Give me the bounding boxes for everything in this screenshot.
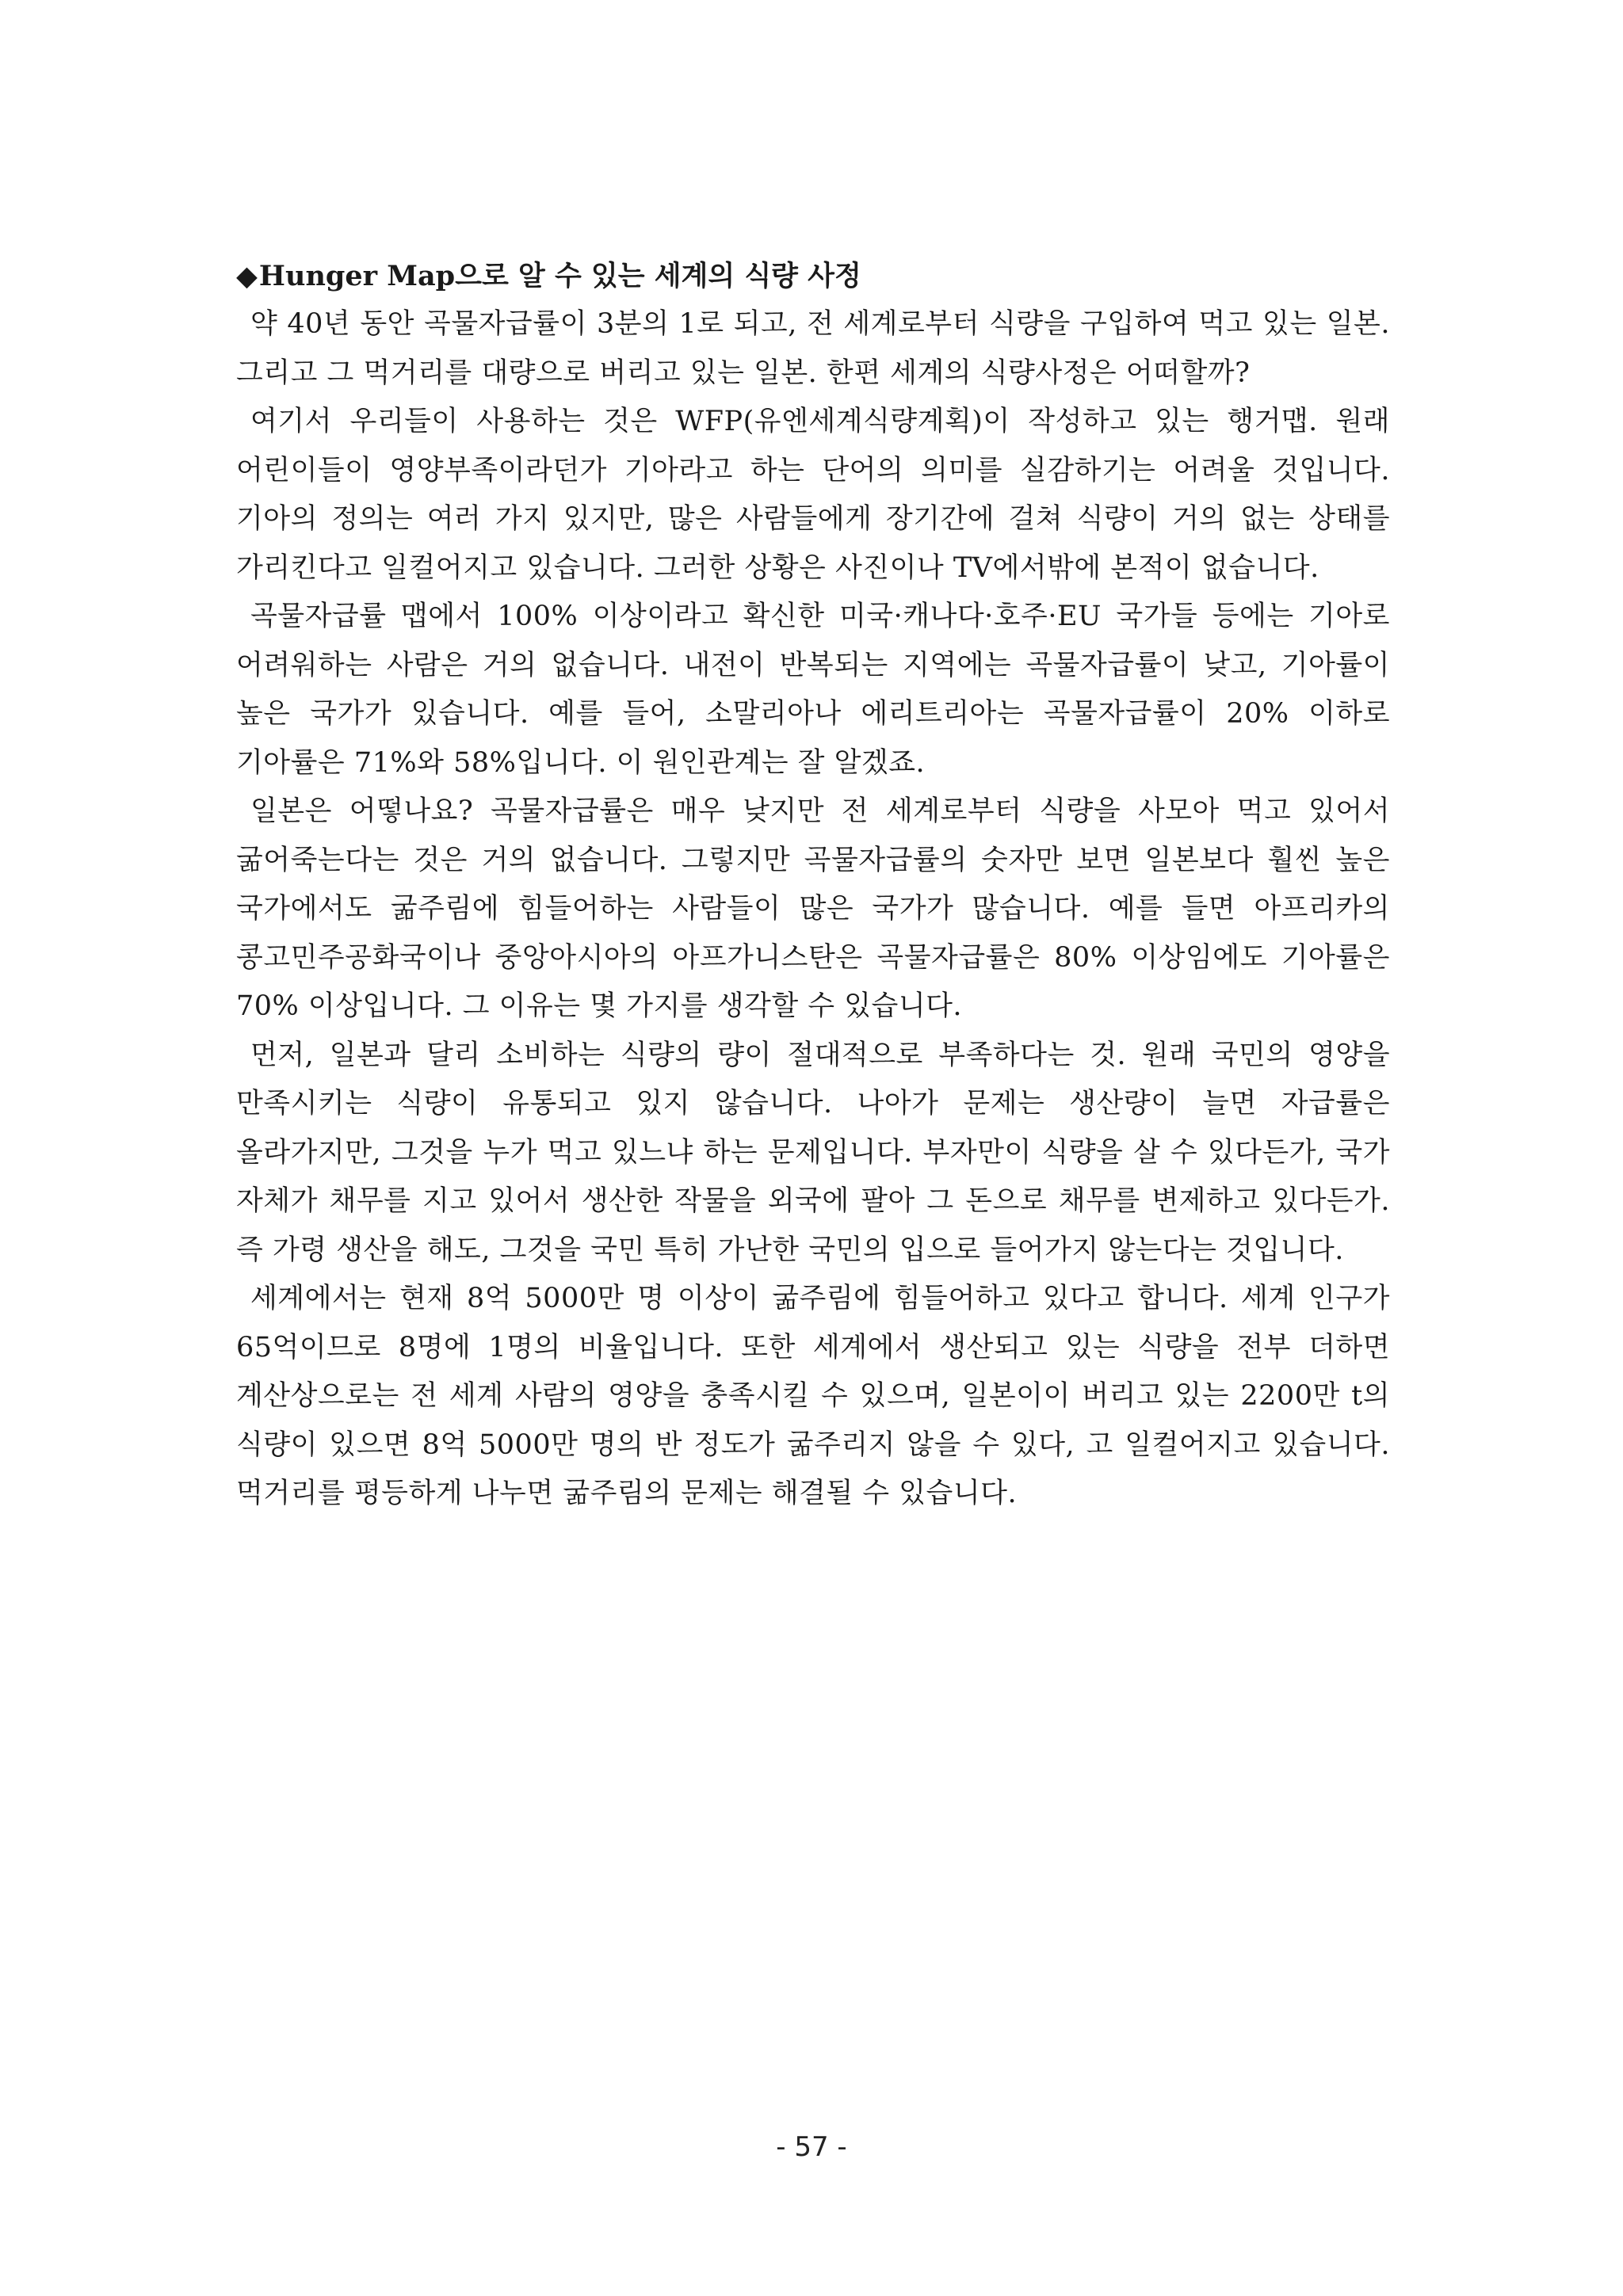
- paragraph-6: 세계에서는 현재 8억 5000만 명 이상이 굶주림에 힘들어하고 있다고 합니다. 세계 인구가 65억이므로 8명에 1명의 비율입니다. 또한 세계에서 생산되고 있는 식량을 전부 더하면 계산상으로는 전 세계 사람의 영양을 충족시킬 수 있으며, 일본이이 버리고 있는 2200만 t의 식량이 있으면 8억 5000만 명의 반 정도가 굶주리지 않을 수 있다, 고 일컬어지고 있습니다. 먹거리를 평등하게 나누면 굶주림의 문제는 해결될 수 있습니다.: [236, 1283, 1390, 1509]
- section-heading: [236, 252, 1390, 300]
- paragraph-3: 곡물자급률 맵에서 100% 이상이라고 확신한 미국·캐나다·호주·EU 국가들 등에는 기아로 어려워하는 사람은 거의 없습니다. 내전이 반복되는 지역에는 곡물자급률이 낮고, 기아률이 높은 국가가 있습니다. 예를 들어, 소말리아나 에리트리아는 곡물자급률이 20% 이하로 기아률은 71%와 58%입니다. 이 원인관계는 잘 알겠죠.: [236, 601, 1390, 779]
- paragraph-1: 약 40년 동안 곡물자급률이 3분의 1로 되고, 전 세계로부터 식량을 구입하여 먹고 있는 일본. 그리고 그 먹거리를 대량으로 버리고 있는 일본. 한편 세계의 식량사정은 어떠할까?: [236, 308, 1390, 389]
- page-number: - 57 -: [776, 2131, 847, 2163]
- document-body: [236, 252, 1390, 1519]
- section-heading-text: Hunger Map으로 알 수 있는 세계의 식량 사정: [258, 260, 861, 292]
- diamond-bullet-icon: ◆: [236, 260, 258, 292]
- paragraph-4: 일본은 어떻나요? 곡물자급률은 매우 낮지만 전 세계로부터 식량을 사모아 먹고 있어서 굶어죽는다는 것은 거의 없습니다. 그렇지만 곡물자급률의 숫자만 보면 일본보다 훨씬 높은 국가에서도 굶주림에 힘들어하는 사람들이 많은 국가가 많습니다. 예를 들면 아프리카의 콩고민주공화국이나 중앙아시아의 아프가니스탄은 곡물자급률은 80% 이상임에도 기아률은 70% 이상입니다. 그 이유는 몇 가지를 생각할 수 있습니다.: [236, 795, 1390, 1022]
- paragraph-5: 먼저, 일본과 달리 소비하는 식량의 량이 절대적으로 부족하다는 것. 원래 국민의 영양을 만족시키는 식량이 유통되고 있지 않습니다. 나아가 문제는 생산량이 늘면 자급률은 올라가지만, 그것을 누가 먹고 있느냐 하는 문제입니다. 부자만이 식량을 살 수 있다든가, 국가 자체가 채무를 지고 있어서 생산한 작물을 외국에 팔아 그 돈으로 채무를 변제하고 있다든가. 즉 가령 생산을 해도, 그것을 국민 특히 가난한 국민의 입으로 들어가지 않는다는 것입니다.: [236, 1039, 1391, 1266]
- paragraph-2: 여기서 우리들이 사용하는 것은 WFP(유엔세계식량계획)이 작성하고 있는 행거맵. 원래 어린이들이 영양부족이라던가 기아라고 하는 단어의 의미를 실감하기는 어려울 것입니다. 기아의 정의는 여러 가지 있지만, 많은 사람들에게 장기간에 걸쳐 식량이 거의 없는 상태를 가리킨다고 일컬어지고 있습니다. 그러한 상황은 사진이나 TV에서밖에 본적이 없습니다.: [236, 406, 1390, 584]
